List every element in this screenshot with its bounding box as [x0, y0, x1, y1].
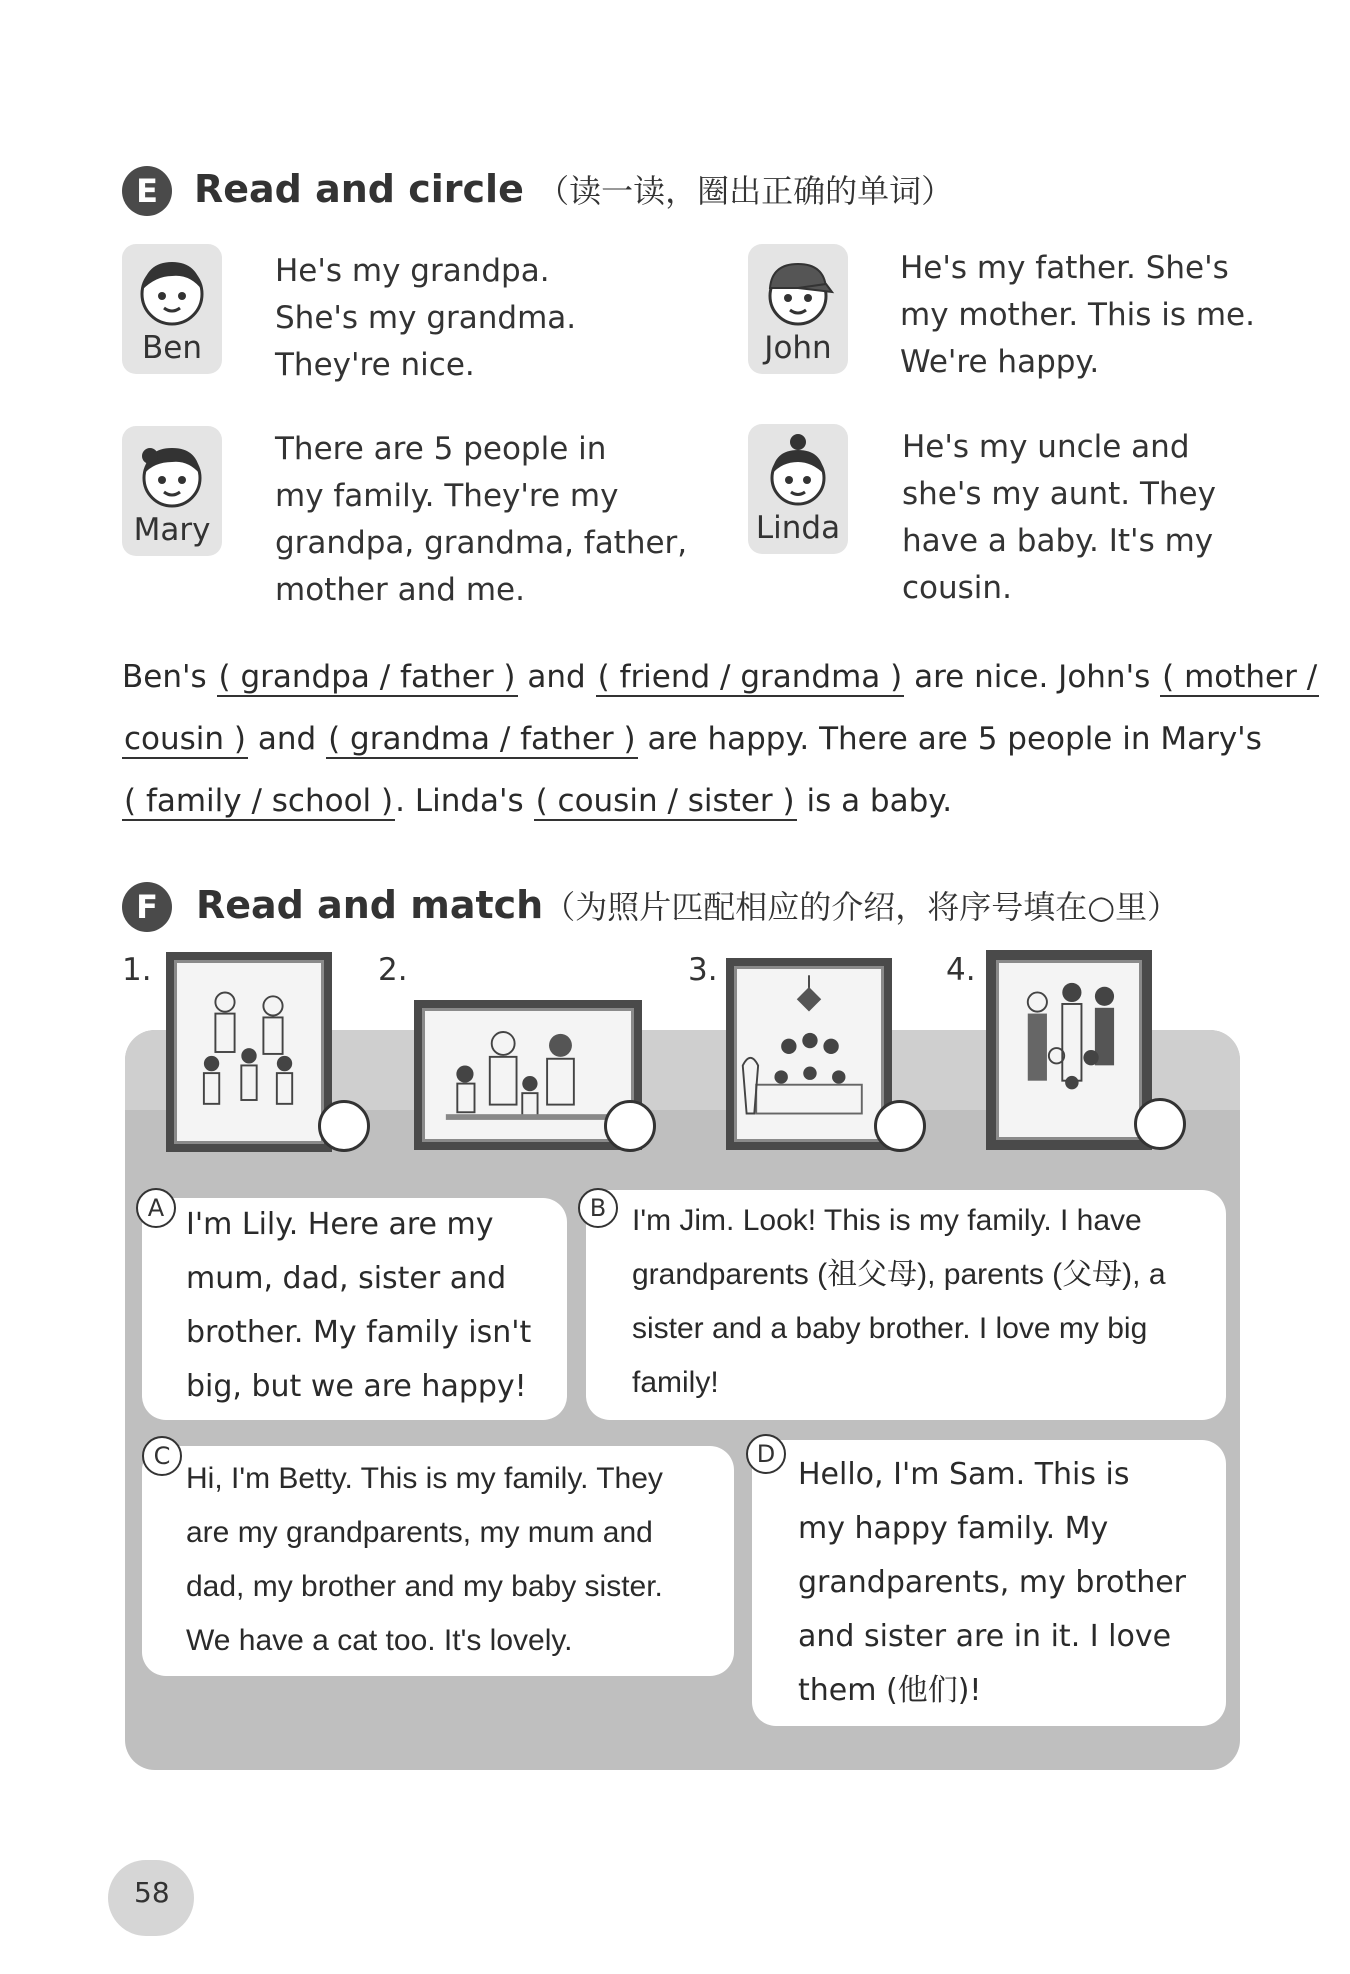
photo-number: 4.	[946, 952, 976, 988]
section-f-title-text: Read and match	[196, 883, 544, 927]
passage-text: and	[527, 659, 586, 695]
card-a-text	[186, 1198, 531, 1414]
card-b-text	[632, 1194, 1166, 1410]
photo-number: 2.	[378, 952, 408, 988]
passage-line-1	[122, 646, 1318, 708]
character-name: John	[764, 330, 832, 366]
family-photo-4-icon	[999, 963, 1139, 1137]
text-line: them (他们)!	[798, 1673, 982, 1708]
character-card-linda	[748, 424, 848, 554]
text-line: She's my grandma.	[275, 300, 577, 336]
girl-with-bun-icon	[758, 432, 838, 512]
choice-family-school[interactable]: ( family / school )	[124, 783, 394, 819]
text-line: grandpa, grandma, father,	[275, 525, 688, 561]
answer-circle-4[interactable]	[1134, 1098, 1186, 1150]
character-card-john	[748, 244, 848, 374]
passage-text: Ben's	[122, 659, 207, 695]
text-line: brother. My family isn't	[186, 1315, 532, 1350]
choice-grandma-father[interactable]: ( grandma / father )	[328, 721, 636, 757]
text-line: family!	[632, 1366, 719, 1399]
character-name: Ben	[142, 330, 202, 366]
text-line: grandparents (祖父母), parents (父母), a	[632, 1258, 1166, 1291]
passage-text: are nice. John's	[914, 659, 1151, 695]
text-line: Hi, I'm Betty. This is my family. They	[186, 1462, 663, 1495]
answer-circle-2[interactable]	[604, 1100, 656, 1152]
passage-text: are happy. There are 5 people in Mary's	[647, 721, 1262, 757]
section-f-subtitle: （为照片匹配相应的介绍，将序号填在○里）	[543, 888, 1180, 926]
choice-mother-cousin-part1[interactable]: ( mother /	[1162, 659, 1318, 695]
photo-3	[726, 958, 892, 1150]
text-line: she's my aunt. They	[902, 476, 1216, 512]
text-line: my mother. This is me.	[900, 297, 1255, 333]
card-letter-badge: D	[746, 1434, 786, 1474]
passage-line-3	[122, 770, 1252, 832]
answer-circle-1[interactable]	[318, 1100, 370, 1152]
text-line: have a baby. It's my	[902, 523, 1214, 559]
character-name: Linda	[755, 510, 841, 546]
text-line: grandparents, my brother	[798, 1565, 1187, 1600]
text-line: He's my father. She's	[900, 250, 1229, 286]
text-line: and sister are in it. I love	[798, 1619, 1172, 1654]
character-card-mary	[122, 426, 222, 556]
family-photo-3-icon	[737, 969, 881, 1139]
character-text-linda	[902, 424, 1216, 612]
text-line: They're nice.	[275, 347, 475, 383]
text-line: Hello, I'm Sam. This is	[798, 1457, 1130, 1492]
section-e-title	[194, 166, 953, 212]
circle-passage	[122, 646, 1318, 832]
text-line: I'm Jim. Look! This is my family. I have	[632, 1204, 1142, 1237]
character-text-mary	[275, 426, 687, 614]
answer-circle-3[interactable]	[874, 1100, 926, 1152]
text-line: We're happy.	[900, 344, 1100, 380]
passage-text: is a baby.	[806, 783, 953, 819]
text-line: my happy family. My	[798, 1511, 1109, 1546]
passage-text: and	[257, 721, 317, 757]
boy-face-icon	[132, 252, 212, 332]
text-line: cousin.	[902, 570, 1012, 606]
passage-line-2	[122, 708, 1262, 770]
choice-friend-grandma[interactable]: ( friend / grandma )	[597, 659, 903, 695]
photo-1	[166, 952, 332, 1152]
section-f-badge: F	[122, 882, 172, 932]
family-photo-2-icon	[425, 1011, 631, 1139]
character-text-john	[900, 245, 1255, 386]
choice-grandpa-father[interactable]: ( grandpa / father )	[218, 659, 516, 695]
text-line: mother and me.	[275, 572, 525, 608]
photo-number: 1.	[122, 952, 152, 988]
family-photo-1-icon	[177, 963, 321, 1141]
choice-cousin-sister[interactable]: ( cousin / sister )	[535, 783, 795, 819]
passage-text: . Linda's	[395, 783, 524, 819]
girl-face-icon	[132, 434, 212, 514]
page-number: 58	[134, 1876, 170, 1909]
text-line: are my grandparents, my mum and	[186, 1516, 653, 1549]
character-card-ben	[122, 244, 222, 374]
card-letter-badge: A	[136, 1188, 176, 1228]
section-f-title	[196, 882, 1179, 928]
card-d-text	[798, 1448, 1186, 1718]
character-text-ben	[275, 248, 576, 389]
text-line: I'm Lily. Here are my	[186, 1207, 494, 1242]
card-letter-badge: B	[578, 1188, 618, 1228]
text-line: He's my grandpa.	[275, 253, 550, 289]
photo-4	[986, 950, 1152, 1150]
text-line: He's my uncle and	[902, 429, 1190, 465]
text-line: We have a cat too. It's lovely.	[186, 1624, 573, 1657]
text-line: sister and a baby brother. I love my big	[632, 1312, 1148, 1345]
text-line: mum, dad, sister and	[186, 1261, 507, 1296]
character-name: Mary	[133, 512, 211, 548]
card-letter-badge: C	[142, 1436, 182, 1476]
choice-mother-cousin-part2[interactable]: cousin )	[124, 721, 247, 757]
photo-number: 3.	[688, 952, 718, 988]
text-line: There are 5 people in	[275, 431, 607, 467]
section-e-subtitle: （读一读，圈出正确的单词）	[537, 172, 954, 210]
text-line: dad, my brother and my baby sister.	[186, 1570, 663, 1603]
section-e-title-text: Read and circle	[194, 167, 524, 211]
boy-with-cap-icon	[758, 252, 838, 332]
text-line: my family. They're my	[275, 478, 619, 514]
text-line: big, but we are happy!	[186, 1369, 527, 1404]
section-e-badge: E	[122, 166, 172, 216]
card-c-text	[186, 1452, 663, 1668]
